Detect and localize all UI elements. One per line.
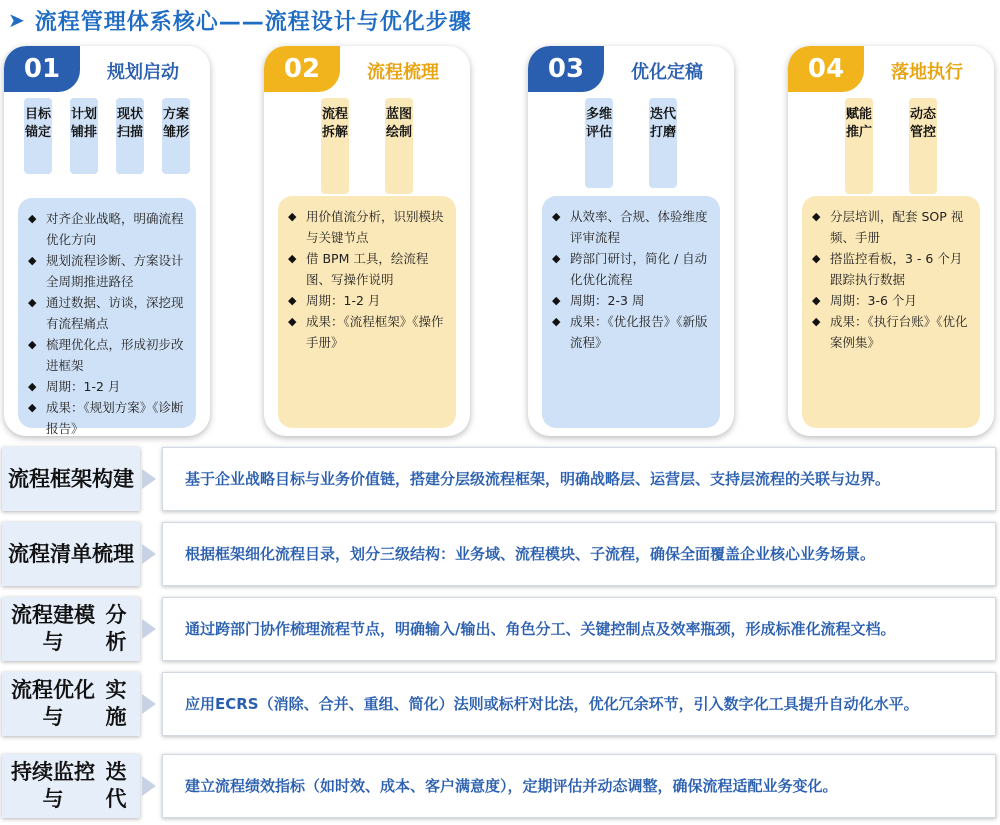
process-row-label: 流程优化与 实施: [2, 672, 140, 736]
process-row-description: 通过跨部门协作梳理流程节点，明确输入/输出、角色分工、关键控制点及效率瓶颈，形成标准化流程文档。: [162, 597, 996, 661]
list-item-text: 搭监控看板，3 - 6 个月跟踪执行数据: [830, 251, 963, 287]
step-card-03: [528, 46, 734, 436]
step-card-02: [264, 46, 470, 436]
list-item-text: 成果：《流程框架》《操作手册》: [306, 314, 444, 350]
process-row-label: 流程清单 梳理: [2, 522, 140, 586]
diamond-bullet-icon: ◆: [28, 338, 37, 351]
list-item-text: 跨部门研讨，简化 / 自动化优化流程: [570, 251, 708, 287]
step-card-01: [4, 46, 210, 436]
diamond-bullet-icon: ◆: [288, 210, 297, 223]
step-details: [542, 196, 720, 428]
diamond-bullet-icon: ◆: [812, 294, 821, 307]
list-item-text: 规划流程诊断、方案设计全周期推进路径: [46, 253, 184, 289]
list-item-text: 用价值流分析，识别模块与关键节点: [306, 209, 444, 245]
diamond-bullet-icon: ◆: [812, 315, 821, 328]
list-item: [552, 290, 710, 311]
step-tag: 赋能推广: [845, 98, 873, 194]
list-item-text: 分层培训，配套 SOP 视频、手册: [830, 209, 964, 245]
list-item: [552, 248, 710, 290]
list-item: [552, 206, 710, 248]
process-row-label: 流程建模与 分析: [2, 597, 140, 661]
step-tags: [788, 98, 994, 194]
process-row: [2, 754, 996, 818]
diamond-bullet-icon: ◆: [812, 210, 821, 223]
list-item-text: 梳理优化点，形成初步改进框架: [46, 337, 184, 373]
list-item-text: 周期：1-2 月: [46, 379, 121, 394]
step-tags: [4, 98, 210, 174]
step-tags: [528, 98, 734, 188]
triangle-right-icon: [142, 694, 156, 714]
page-header: [8, 2, 472, 38]
diamond-bullet-icon: ◆: [552, 210, 561, 223]
triangle-right-icon: [142, 776, 156, 796]
step-details: [802, 196, 980, 428]
diamond-bullet-icon: ◆: [288, 315, 297, 328]
list-item: [288, 206, 446, 248]
process-row: [2, 522, 996, 586]
process-row-description: 基于企业战略目标与业务价值链，搭建分层级流程框架，明确战略层、运营层、支持层流程的关联与边界。: [162, 447, 996, 511]
step-tag: 流程拆解: [321, 98, 349, 194]
list-item: [288, 290, 446, 311]
step-tag: 目标锚定: [24, 98, 52, 174]
process-row: [2, 672, 996, 736]
page-title: 流程管理体系核心——流程设计与优化步骤: [34, 9, 472, 35]
list-item: [28, 334, 186, 376]
list-item-text: 成果：《优化报告》《新版流程》: [570, 314, 708, 350]
triangle-right-icon: [142, 544, 156, 564]
list-item-text: 成果：《规划方案》《诊断报告》: [46, 400, 184, 436]
list-item-text: 借 BPM 工具，绘流程图、写操作说明: [306, 251, 429, 287]
list-item-text: 成果：《执行台账》《优化案例集》: [830, 314, 968, 350]
process-row-label: 持续监控与 迭代: [2, 754, 140, 818]
step-details: [18, 198, 196, 436]
step-tag: 迭代打磨: [649, 98, 677, 188]
step-tag: 蓝图绘制: [385, 98, 413, 194]
step-number: 04: [788, 46, 864, 92]
arrow-right-icon: ➤: [8, 8, 25, 32]
process-row-label: 流程框架 构建: [2, 447, 140, 511]
list-item-text: 通过数据、访谈，深挖现有流程痛点: [46, 295, 184, 331]
diamond-bullet-icon: ◆: [288, 252, 297, 265]
diamond-bullet-icon: ◆: [28, 296, 37, 309]
step-tag: 多维评估: [585, 98, 613, 188]
list-item: [288, 248, 446, 290]
step-title: 优化定稿: [631, 62, 703, 83]
process-row: [2, 447, 996, 511]
list-item: [28, 250, 186, 292]
step-number: 01: [4, 46, 80, 92]
diamond-bullet-icon: ◆: [552, 252, 561, 265]
list-item: [812, 248, 970, 290]
step-card-04: [788, 46, 994, 436]
step-title: 规划启动: [107, 62, 179, 83]
list-item-text: 对齐企业战略，明确流程优化方向: [46, 211, 184, 247]
triangle-right-icon: [142, 619, 156, 639]
list-item-text: 周期：2-3 周: [570, 293, 645, 308]
list-item: [28, 208, 186, 250]
list-item-text: 从效率、合规、体验维度评审流程: [570, 209, 708, 245]
list-item: [812, 290, 970, 311]
step-title: 落地执行: [891, 62, 963, 83]
step-details: [278, 196, 456, 428]
step-number: 02: [264, 46, 340, 92]
step-title: 流程梳理: [367, 62, 439, 83]
list-item: [28, 376, 186, 397]
list-item: [812, 311, 970, 353]
diamond-bullet-icon: ◆: [552, 294, 561, 307]
step-tag: 现状扫描: [116, 98, 144, 174]
process-row-description: 根据框架细化流程目录，划分三级结构：业务域、流程模块、子流程，确保全面覆盖企业核心业务场景。: [162, 522, 996, 586]
list-item: [552, 311, 710, 353]
step-tag: 方案雏形: [162, 98, 190, 174]
diamond-bullet-icon: ◆: [28, 380, 37, 393]
step-tag: 计划铺排: [70, 98, 98, 174]
list-item: [288, 311, 446, 353]
diamond-bullet-icon: ◆: [28, 212, 37, 225]
process-row: [2, 597, 996, 661]
step-tag: 动态管控: [909, 98, 937, 194]
list-item-text: 周期：1-2 月: [306, 293, 381, 308]
step-number: 03: [528, 46, 604, 92]
triangle-right-icon: [142, 469, 156, 489]
process-row-description: 应用ECRS（消除、合并、重组、简化）法则或标杆对比法，优化冗余环节，引入数字化工具提升自动化水平。: [162, 672, 996, 736]
diamond-bullet-icon: ◆: [552, 315, 561, 328]
list-item-text: 周期：3-6 个月: [830, 293, 917, 308]
list-item: [28, 292, 186, 334]
step-tags: [264, 98, 470, 194]
list-item: [812, 206, 970, 248]
diamond-bullet-icon: ◆: [812, 252, 821, 265]
diamond-bullet-icon: ◆: [28, 254, 37, 267]
process-row-description: 建立流程绩效指标（如时效、成本、客户满意度），定期评估并动态调整，确保流程适配业务变化。: [162, 754, 996, 818]
diamond-bullet-icon: ◆: [28, 401, 37, 414]
list-item: [28, 397, 186, 436]
diamond-bullet-icon: ◆: [288, 294, 297, 307]
